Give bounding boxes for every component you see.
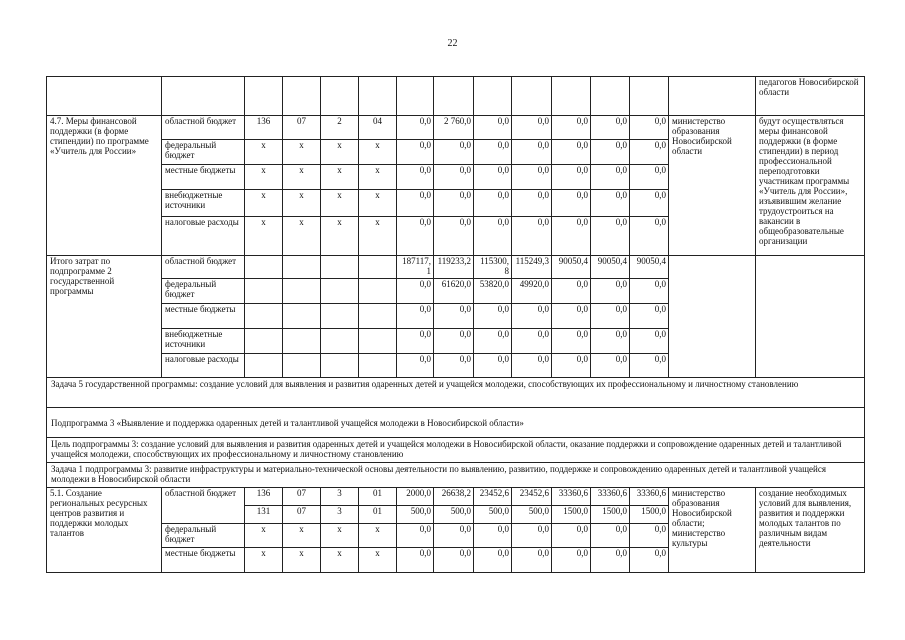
value-cell: 0,0 <box>630 329 669 354</box>
value-cell: 0,0 <box>474 140 512 165</box>
goal-3-heading: Цель подпрограммы 3: создание условий для выявления и развития одаренных детей и учащейся молодежи в Новосибирской области, оказание поддержки и сопровождение одаренных детей и талантливой учащейся молодежи, способствующих их профессиональному и личностному становлению <box>47 438 865 463</box>
value-cell: 0,0 <box>552 190 591 217</box>
code-cell: х <box>245 190 283 217</box>
budget-table <box>46 76 865 573</box>
source-cell: областной бюджет <box>162 488 245 524</box>
source-cell: федеральный бюджет <box>162 524 245 548</box>
value-cell: 500,0 <box>474 506 512 524</box>
code-cell: х <box>359 140 397 165</box>
code-cell: х <box>321 140 359 165</box>
value-cell: 500,0 <box>512 506 552 524</box>
value-cell: 0,0 <box>397 329 434 354</box>
table-row <box>47 438 865 463</box>
code-cell: х <box>359 548 397 573</box>
code-cell: х <box>321 524 359 548</box>
value-cell: 0,0 <box>397 548 434 573</box>
code-cell: х <box>321 217 359 256</box>
code-cell: х <box>321 190 359 217</box>
value-cell: 0,0 <box>474 354 512 378</box>
value-cell: 49920,0 <box>512 279 552 304</box>
table-row <box>47 378 865 408</box>
value-cell: 0,0 <box>512 165 552 190</box>
source-cell: местные бюджеты <box>162 304 245 329</box>
source-cell: областной бюджет <box>162 256 245 279</box>
value-cell: 0,0 <box>474 329 512 354</box>
code-cell: х <box>245 140 283 165</box>
value-cell: 0,0 <box>630 354 669 378</box>
value-cell: 90050,4 <box>552 256 591 279</box>
table-row <box>47 488 865 506</box>
code-cell: 01 <box>359 488 397 506</box>
value-cell: 90050,4 <box>591 256 630 279</box>
value-cell: 23452,6 <box>512 488 552 506</box>
value-cell: 0,0 <box>397 116 434 140</box>
code-cell: х <box>283 548 321 573</box>
value-cell: 0,0 <box>552 165 591 190</box>
value-cell: 0,0 <box>630 217 669 256</box>
code-cell: х <box>245 524 283 548</box>
code-cell: 136 <box>245 488 283 506</box>
value-cell: 0,0 <box>512 329 552 354</box>
code-cell: 2 <box>321 116 359 140</box>
value-cell: 0,0 <box>474 304 512 329</box>
value-cell: 0,0 <box>512 217 552 256</box>
executor-cell: министерство образования Новосибирской области; министерство культуры <box>669 488 756 573</box>
value-cell: 0,0 <box>552 524 591 548</box>
value-cell: 0,0 <box>474 165 512 190</box>
code-cell: х <box>283 217 321 256</box>
code-cell: 136 <box>245 116 283 140</box>
value-cell: 0,0 <box>397 140 434 165</box>
source-cell: федеральный бюджет <box>162 279 245 304</box>
subprogram-3-heading: Подпрограмма 3 «Выявление и поддержка одаренных детей и талантливой учащейся молодежи в Новосибирской области» <box>47 408 865 438</box>
code-cell: х <box>283 165 321 190</box>
value-cell: 1500,0 <box>630 506 669 524</box>
source-cell: налоговые расходы <box>162 354 245 378</box>
task-5-heading: Задача 5 государственной программы: создание условий для выявления и развития одаренных детей и учащейся молодежи, способствующих их профессиональному и личностному становлению <box>47 378 865 408</box>
code-cell: 131 <box>245 506 283 524</box>
code-cell: х <box>283 140 321 165</box>
value-cell: 0,0 <box>630 279 669 304</box>
code-cell: 07 <box>283 506 321 524</box>
result-cell: будут осуществляться меры финансовой поддержки (в форме стипендии) в период профессиональной переподготовки участникам программы «Учитель для России», изъявившим желание трудоустроиться на вакансии в общеобразовательные организации <box>756 116 865 256</box>
value-cell: 0,0 <box>474 548 512 573</box>
code-cell: х <box>359 190 397 217</box>
value-cell: 0,0 <box>591 190 630 217</box>
table-row <box>47 256 865 279</box>
value-cell: 0,0 <box>591 279 630 304</box>
value-cell: 23452,6 <box>474 488 512 506</box>
code-cell: х <box>245 217 283 256</box>
value-cell: 33360,6 <box>552 488 591 506</box>
source-cell: внебюджетные источники <box>162 329 245 354</box>
value-cell: 0,0 <box>397 304 434 329</box>
source-cell: внебюджетные источники <box>162 190 245 217</box>
code-cell: 07 <box>283 488 321 506</box>
value-cell: 0,0 <box>434 548 474 573</box>
code-cell: х <box>321 165 359 190</box>
value-cell: 500,0 <box>434 506 474 524</box>
value-cell: 1500,0 <box>552 506 591 524</box>
page-number: 22 <box>447 38 458 49</box>
code-cell: х <box>245 165 283 190</box>
code-cell: х <box>359 217 397 256</box>
value-cell: 0,0 <box>474 217 512 256</box>
value-cell: 0,0 <box>434 329 474 354</box>
value-cell: 53820,0 <box>474 279 512 304</box>
value-cell: 0,0 <box>552 140 591 165</box>
value-cell: 0,0 <box>552 217 591 256</box>
value-cell: 0,0 <box>630 304 669 329</box>
value-cell: 33360,6 <box>591 488 630 506</box>
value-cell: 0,0 <box>434 140 474 165</box>
result-cell: создание необходимых условий для выявления, развития и поддержки молодых талантов по различным видам деятельности <box>756 488 865 573</box>
value-cell: 0,0 <box>434 354 474 378</box>
source-cell: областной бюджет <box>162 116 245 140</box>
value-cell: 500,0 <box>397 506 434 524</box>
task-1-sub3-heading: Задача 1 подпрограммы 3: развитие инфраструктуры и материально-технической основы деятельности по выявлению, развитию, поддержке и сопровождению одаренных детей и талантливой учащейся молодежи в Новосибирской области <box>47 463 865 488</box>
value-cell: 26638,2 <box>434 488 474 506</box>
value-cell: 0,0 <box>591 217 630 256</box>
value-cell: 0,0 <box>591 524 630 548</box>
value-cell: 0,0 <box>591 140 630 165</box>
value-cell: 115249,3 <box>512 256 552 279</box>
value-cell: 0,0 <box>552 279 591 304</box>
value-cell: 0,0 <box>630 548 669 573</box>
code-cell: 3 <box>321 506 359 524</box>
executor-cell: министерство образования Новосибирской области <box>669 116 756 256</box>
total-title: Итого затрат по подпрограмме 2 государственной программы <box>47 256 162 378</box>
table-row <box>47 77 865 116</box>
measure-title: 4.7. Меры финансовой поддержки (в форме стипендии) по программе «Учитель для России» <box>47 116 162 256</box>
code-cell: 01 <box>359 506 397 524</box>
value-cell: 0,0 <box>434 165 474 190</box>
value-cell: 0,0 <box>552 116 591 140</box>
code-cell: х <box>359 165 397 190</box>
table-row <box>47 463 865 488</box>
source-cell: местные бюджеты <box>162 548 245 573</box>
value-cell: 0,0 <box>591 548 630 573</box>
value-cell: 0,0 <box>591 329 630 354</box>
value-cell: 0,0 <box>630 524 669 548</box>
value-cell: 0,0 <box>512 140 552 165</box>
value-cell: 0,0 <box>397 190 434 217</box>
result-cell: педагогов Новосибирской области <box>756 77 865 116</box>
value-cell: 0,0 <box>397 217 434 256</box>
value-cell: 0,0 <box>434 524 474 548</box>
value-cell: 187117,1 <box>397 256 434 279</box>
value-cell: 90050,4 <box>630 256 669 279</box>
value-cell: 0,0 <box>397 279 434 304</box>
value-cell: 119233,2 <box>434 256 474 279</box>
value-cell: 0,0 <box>397 524 434 548</box>
code-cell: 04 <box>359 116 397 140</box>
value-cell: 0,0 <box>512 548 552 573</box>
value-cell: 0,0 <box>474 190 512 217</box>
value-cell: 0,0 <box>591 165 630 190</box>
code-cell: 07 <box>283 116 321 140</box>
table-row <box>47 408 865 438</box>
value-cell: 0,0 <box>474 524 512 548</box>
value-cell: 61620,0 <box>434 279 474 304</box>
value-cell: 33360,6 <box>630 488 669 506</box>
value-cell: 2000,0 <box>397 488 434 506</box>
value-cell: 0,0 <box>591 116 630 140</box>
value-cell: 0,0 <box>434 217 474 256</box>
value-cell: 0,0 <box>397 165 434 190</box>
value-cell: 115300,8 <box>474 256 512 279</box>
value-cell: 0,0 <box>474 116 512 140</box>
value-cell: 0,0 <box>630 116 669 140</box>
value-cell: 0,0 <box>512 116 552 140</box>
source-cell: налоговые расходы <box>162 217 245 256</box>
value-cell: 0,0 <box>512 524 552 548</box>
value-cell: 0,0 <box>591 354 630 378</box>
value-cell: 0,0 <box>397 354 434 378</box>
value-cell: 0,0 <box>591 304 630 329</box>
value-cell: 0,0 <box>552 329 591 354</box>
value-cell: 0,0 <box>512 190 552 217</box>
value-cell: 0,0 <box>434 190 474 217</box>
code-cell: х <box>245 548 283 573</box>
value-cell: 0,0 <box>630 140 669 165</box>
value-cell: 0,0 <box>630 190 669 217</box>
value-cell: 0,0 <box>552 548 591 573</box>
value-cell: 0,0 <box>630 165 669 190</box>
value-cell: 0,0 <box>512 304 552 329</box>
measure-title: 5.1. Создание региональных ресурсных центров развития и поддержки молодых талантов <box>47 488 162 573</box>
code-cell: 3 <box>321 488 359 506</box>
source-cell: федеральный бюджет <box>162 140 245 165</box>
value-cell: 2 760,0 <box>434 116 474 140</box>
value-cell: 1500,0 <box>591 506 630 524</box>
value-cell: 0,0 <box>512 354 552 378</box>
code-cell: х <box>283 524 321 548</box>
value-cell: 0,0 <box>552 304 591 329</box>
code-cell: х <box>359 524 397 548</box>
table-row <box>47 116 865 140</box>
code-cell: х <box>283 190 321 217</box>
source-cell: местные бюджеты <box>162 165 245 190</box>
code-cell: х <box>321 548 359 573</box>
value-cell: 0,0 <box>552 354 591 378</box>
value-cell: 0,0 <box>434 304 474 329</box>
